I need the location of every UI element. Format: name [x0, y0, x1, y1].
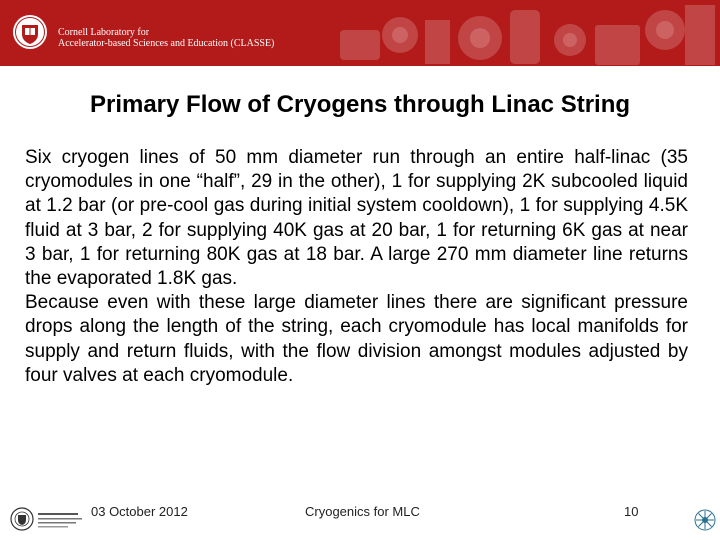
footer-date: 03 October 2012	[91, 504, 188, 519]
lab-name	[58, 27, 274, 49]
body-paragraph-2: Because even with these large diameter lines there are significant pressure drops along the length of the string, each cryomodule has local manifolds for supply and return fluids, with the flow division amongst modules adjusted by four valves at each cryomodule.	[25, 292, 688, 386]
slide-title: Primary Flow of Cryogens through Linac String	[89, 91, 631, 118]
cornell-seal-icon	[12, 14, 48, 50]
accelerator-photo	[330, 0, 720, 66]
header-banner	[0, 0, 720, 66]
classe-emblem-icon	[694, 509, 716, 531]
body-paragraph-1: Six cryogen lines of 50 mm diameter run through an entire half-linac (35 cryomodules in one “half”, 29 in the other), 1 for supplying 2K subcooled liquid at 1.2 bar (or pre-cool gas during initial system cooldown), 1 for supplying 4.5K fluid at 3 bar, 2 for supplying 40K gas at 20 bar, 1 for returning 6K gas at near 3 bar, 1 for returning 80K gas at 18 bar. A large 270 mm diameter line returns the evaporated 1.8K gas.	[25, 147, 688, 290]
footer-title: Cryogenics for MLC	[305, 504, 420, 519]
lab-name-line2: Accelerator-based Sciences and Education (CLASSE)	[58, 38, 275, 49]
page-number: 10	[624, 504, 639, 519]
lab-name-line1: Cornell Laboratory for	[58, 27, 150, 38]
cornell-logo-icon	[10, 506, 84, 532]
slide-body	[25, 146, 688, 388]
